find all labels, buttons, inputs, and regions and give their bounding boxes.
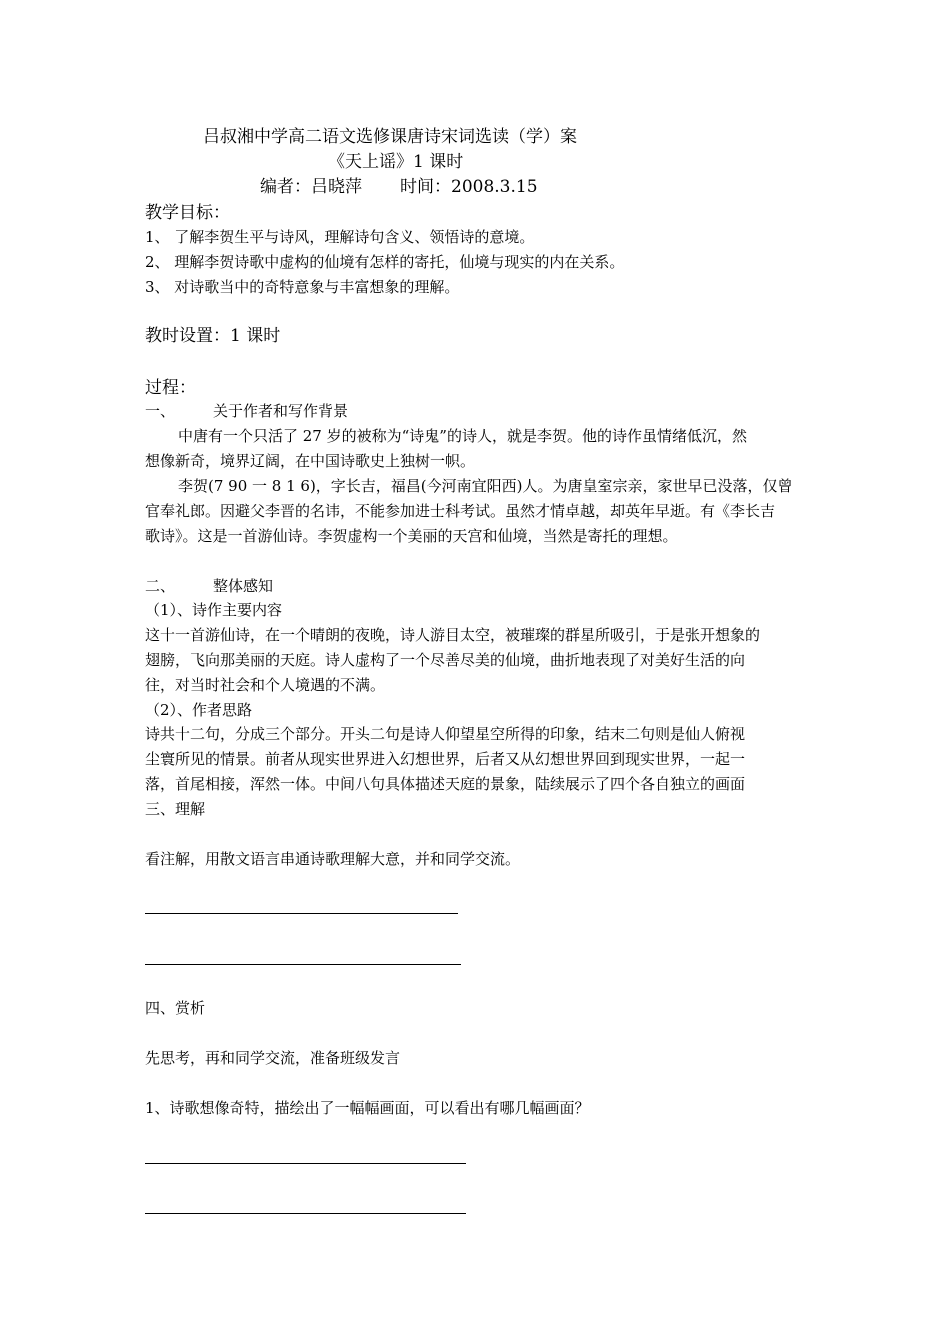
paragraph-line: 尘寰所见的情景。前者从现实世界进入幻想世界，后者又从幻想世界回到现实世界，一起一 (145, 750, 746, 768)
process-heading: 过程： (145, 378, 196, 398)
document-title: 吕叔湘中学高二语文选修课唐诗宋词选读（学）案 (203, 127, 577, 147)
objective-item: 1、 了解李贺生平与诗风，理解诗句含义、领悟诗的意境。 (145, 228, 535, 246)
paragraph-line: 往，对当时社会和个人境遇的不满。 (145, 676, 386, 694)
objective-item: 3、 对诗歌当中的奇特意象与丰富想象的理解。 (145, 278, 460, 296)
section-title: 关于作者和写作背景 (213, 402, 349, 420)
section-title: 整体感知 (213, 577, 274, 595)
answer-line (145, 913, 458, 914)
paragraph-line: 这十一首游仙诗，在一个晴朗的夜晚，诗人游目太空，被璀璨的群星所吸引，于是张开想象的 (145, 626, 761, 644)
author-date-line (260, 176, 538, 198)
paragraph-line: 李贺(7 90 一 8 1 6)，字长吉，福昌(今河南宜阳西)人。为唐皇室宗亲，家世早已没落，仅曾 (178, 477, 793, 495)
paragraph-line: 中唐有一个只活了 27 岁的被称为“诗鬼”的诗人，就是李贺。他的诗作虽情绪低沉，然 (178, 427, 747, 445)
paragraph-line: 想像新奇，境界辽阔，在中国诗歌史上独树一帜。 (145, 452, 476, 470)
paragraph-line: 歌诗》。这是一首游仙诗。李贺虚构一个美丽的天宫和仙境，当然是寄托的理想。 (145, 527, 678, 545)
section-one-heading (145, 401, 348, 421)
date-label: 时间：2008.3.15 (400, 177, 538, 197)
lesson-subtitle: 《天上谣》1 课时 (328, 152, 464, 172)
section-three-heading: 三、理解 (145, 800, 206, 818)
task-instruction: 看注解，用散文语言串通诗歌理解大意，并和同学交流。 (145, 850, 521, 868)
paragraph-line: 诗共十二句，分成三个部分。开头二句是诗人仰望星空所得的印象，结末二句则是仙人俯视 (145, 725, 746, 743)
paragraph-line: 翅膀，飞向那美丽的天庭。诗人虚构了一个尽善尽美的仙境，曲折地表现了对美好生活的向 (145, 651, 746, 669)
schedule-line: 教时设置：1 课时 (145, 326, 281, 346)
objectives-heading: 教学目标： (145, 203, 230, 223)
section-number: 一、 (145, 402, 176, 420)
editor-label: 编者：吕晓萍 (260, 177, 362, 197)
paragraph-line: 落，首尾相接，浑然一体。中间八句具体描述天庭的景象，陆续展示了四个各自独立的画面 (145, 775, 746, 793)
section-four-heading: 四、赏析 (145, 999, 206, 1017)
subsection-heading: （1）、诗作主要内容 (145, 601, 283, 619)
subsection-heading: （2）、作者思路 (145, 701, 253, 719)
section-number: 二、 (145, 577, 176, 595)
answer-line (145, 1213, 466, 1214)
section-two-heading (145, 576, 273, 596)
answer-line (145, 964, 461, 965)
answer-line (145, 1163, 466, 1164)
paragraph-line: 官奉礼郎。因避父李晋的名讳，不能参加进士科考试。虽然才情卓越，却英年早逝。有《李长吉 (145, 502, 776, 520)
task-instruction: 先思考，再和同学交流，准备班级发言 (145, 1049, 401, 1067)
objective-item: 2、 理解李贺诗歌中虚构的仙境有怎样的寄托，仙境与现实的内在关系。 (145, 253, 625, 271)
question-1: 1、诗歌想像奇特，描绘出了一幅幅画面，可以看出有哪几幅画面？ (145, 1099, 590, 1117)
